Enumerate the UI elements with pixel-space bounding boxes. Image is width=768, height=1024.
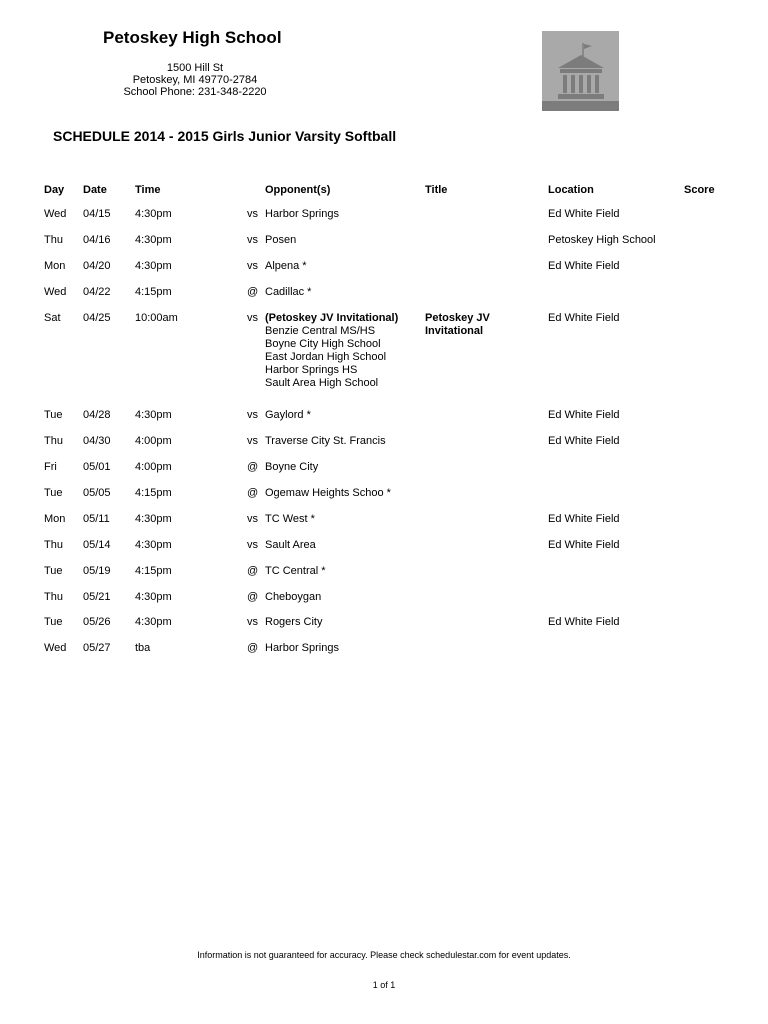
cell-location: Ed White Field: [548, 312, 620, 324]
cell-time: 4:15pm: [135, 286, 172, 298]
cell-day: Tue: [44, 616, 63, 628]
cell-time: 4:30pm: [135, 539, 172, 551]
opponent-name: TC West *: [265, 513, 315, 525]
cell-opponent: [265, 591, 321, 604]
schedule-title: SCHEDULE 2014 - 2015 Girls Junior Varsity Softball: [53, 128, 397, 144]
cell-date: 04/16: [83, 234, 111, 246]
school-city: Petoskey, MI 49770-2784: [132, 74, 258, 86]
cell-home-away: vs: [247, 539, 258, 551]
cell-time: 4:15pm: [135, 565, 172, 577]
cell-home-away: vs: [247, 409, 258, 421]
cell-date: 04/30: [83, 435, 111, 447]
opponent-name: Sault Area: [265, 539, 316, 551]
cell-time: 4:30pm: [135, 591, 172, 603]
title-line: Petoskey JV: [425, 312, 490, 324]
opponent-name: Harbor Springs: [265, 642, 339, 654]
school-phone: School Phone: 231-348-2220: [123, 86, 267, 98]
column-header-title: Title: [425, 184, 448, 196]
cell-day: Wed: [44, 286, 67, 298]
cell-home-away: vs: [247, 312, 258, 324]
cell-opponent: [265, 435, 386, 448]
column-header-day: Day: [44, 184, 65, 196]
opponent-name: Cadillac *: [265, 286, 312, 298]
cell-date: 04/15: [83, 208, 111, 220]
cell-home-away: vs: [247, 435, 258, 447]
column-header-location: Location: [548, 184, 594, 196]
cell-time: 4:15pm: [135, 487, 172, 499]
invitational-team: Harbor Springs HS: [265, 364, 358, 376]
cell-date: 05/14: [83, 539, 111, 551]
cell-opponent: [265, 260, 307, 273]
cell-date: 05/26: [83, 616, 111, 628]
cell-time: 10:00am: [135, 312, 178, 324]
cell-opponent: [265, 539, 316, 552]
opponent-name: Gaylord *: [265, 409, 311, 421]
page-number: 1 of 1: [372, 980, 396, 990]
cell-location: Ed White Field: [548, 260, 620, 272]
title-line: Invitational: [425, 325, 484, 337]
cell-home-away: vs: [247, 616, 258, 628]
cell-day: Tue: [44, 487, 63, 499]
cell-date: 04/25: [83, 312, 111, 324]
opponent-name: Rogers City: [265, 616, 323, 628]
cell-date: 04/20: [83, 260, 111, 272]
column-header-opponent: Opponent(s): [265, 184, 331, 196]
cell-opponent: [265, 234, 296, 247]
opponent-name: (Petoskey JV Invitational): [265, 312, 399, 324]
cell-time: 4:30pm: [135, 208, 172, 220]
cell-opponent: [265, 409, 311, 422]
cell-home-away: @: [247, 286, 259, 298]
cell-time: 4:30pm: [135, 234, 172, 246]
cell-date: 05/05: [83, 487, 111, 499]
footer-disclaimer: Information is not guaranteed for accuracy. Please check schedulestar.com for event updates.: [197, 950, 571, 960]
cell-location: Ed White Field: [548, 409, 620, 421]
cell-date: 05/21: [83, 591, 111, 603]
cell-location: Ed White Field: [548, 513, 620, 525]
opponent-name: TC Central *: [265, 565, 326, 577]
opponent-name: Posen: [265, 234, 297, 246]
opponent-name: Traverse City St. Francis: [265, 435, 386, 447]
invitational-team: Sault Area High School: [265, 377, 379, 389]
cell-day: Wed: [44, 208, 67, 220]
invitational-team: East Jordan High School: [265, 351, 387, 363]
cell-opponent: [265, 487, 391, 500]
cell-date: 04/28: [83, 409, 111, 421]
cell-date: 05/19: [83, 565, 111, 577]
cell-day: Mon: [44, 513, 66, 525]
cell-time: 4:00pm: [135, 461, 172, 473]
cell-location: Ed White Field: [548, 616, 620, 628]
cell-time: 4:30pm: [135, 260, 172, 272]
cell-home-away: @: [247, 642, 259, 654]
cell-day: Thu: [44, 234, 63, 246]
column-header-score: Score: [684, 184, 715, 196]
cell-event-title: [425, 312, 490, 338]
school-address: [110, 62, 280, 98]
cell-opponent: [265, 286, 311, 299]
cell-home-away: @: [247, 565, 259, 577]
cell-date: 04/22: [83, 286, 111, 298]
cell-home-away: @: [247, 487, 259, 499]
cell-location: Ed White Field: [548, 208, 620, 220]
cell-home-away: vs: [247, 208, 258, 220]
school-building-icon: [542, 31, 619, 111]
invitational-team: Benzie Central MS/HS: [265, 325, 376, 337]
cell-opponent: [265, 642, 339, 655]
cell-day: Thu: [44, 435, 63, 447]
cell-time: tba: [135, 642, 151, 654]
cell-day: Sat: [44, 312, 61, 324]
opponent-name: Ogemaw Heights Schoo *: [265, 487, 391, 499]
opponent-name: Boyne City: [265, 461, 319, 473]
cell-time: 4:30pm: [135, 409, 172, 421]
cell-location: Ed White Field: [548, 435, 620, 447]
opponent-name: Alpena *: [265, 260, 307, 272]
cell-day: Tue: [44, 409, 63, 421]
opponent-name: Harbor Springs: [265, 208, 339, 220]
cell-time: 4:30pm: [135, 513, 172, 525]
cell-location: Petoskey High School: [548, 234, 656, 246]
cell-home-away: vs: [247, 234, 258, 246]
cell-home-away: vs: [247, 260, 258, 272]
column-header-date: Date: [83, 184, 107, 196]
cell-date: 05/27: [83, 642, 111, 654]
cell-home-away: @: [247, 591, 259, 603]
cell-day: Wed: [44, 642, 67, 654]
cell-opponent: [265, 565, 326, 578]
cell-date: 05/01: [83, 461, 111, 473]
cell-opponent: [265, 616, 322, 629]
cell-home-away: vs: [247, 513, 258, 525]
cell-day: Thu: [44, 591, 63, 603]
cell-time: 4:30pm: [135, 616, 172, 628]
school-street: 1500 Hill St: [166, 62, 224, 74]
cell-day: Mon: [44, 260, 66, 272]
cell-date: 05/11: [83, 513, 110, 525]
cell-location: Ed White Field: [548, 539, 620, 551]
cell-opponent: [265, 208, 339, 221]
opponent-name: Cheboygan: [265, 591, 322, 603]
cell-opponent: [265, 513, 315, 526]
cell-day: Tue: [44, 565, 63, 577]
cell-home-away: @: [247, 461, 259, 473]
cell-opponent: [265, 312, 398, 390]
cell-day: Thu: [44, 539, 63, 551]
column-header-time: Time: [135, 184, 161, 196]
cell-day: Fri: [44, 461, 57, 473]
invitational-team: Boyne City High School: [265, 338, 381, 350]
cell-time: 4:00pm: [135, 435, 172, 447]
school-name: Petoskey High School: [103, 28, 282, 47]
cell-opponent: [265, 461, 318, 474]
